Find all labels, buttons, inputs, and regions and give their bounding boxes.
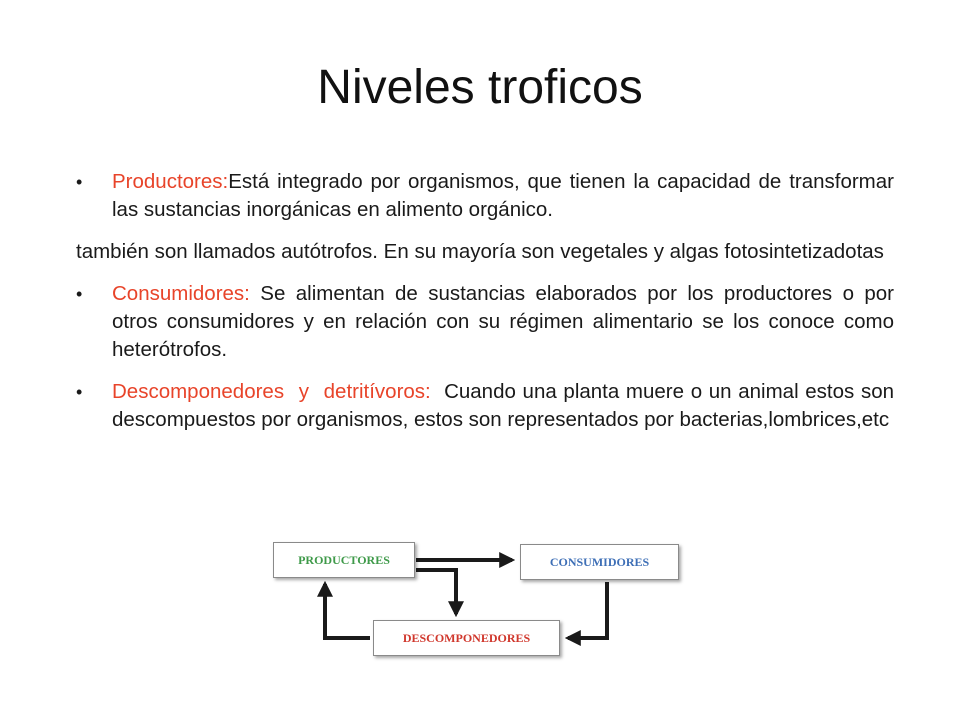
arrow-productores-to-descomponedores <box>416 570 456 614</box>
paragraph-autotrofos: también son llamados autótrofos. En su mayoría son vegetales y algas fotosintetizadotas <box>76 240 884 263</box>
arrow-descomponedores-to-productores <box>325 584 370 638</box>
slide-title: Niveles troficos <box>317 61 643 114</box>
bullet-consumidores <box>76 280 900 364</box>
bullet-dot: • <box>76 382 83 402</box>
box-descomponedores: DESCOMPONEDORES <box>373 620 560 656</box>
bullet-dot: • <box>76 284 83 304</box>
text-consumidores: Se alimentan de sustancias elaborados por los productores o por otros consumidores y en relación con su régimen alimentario se los conoce como heterótrofos. <box>112 282 900 361</box>
text-descomponedores: Cuando una planta muere o un animal estos son descompuestos por organismos, estos son representados por bacterias,lombrices,etc <box>112 380 900 431</box>
trophic-cycle-diagram <box>270 538 690 668</box>
bullet-descomponedores <box>76 378 900 434</box>
term-consumidores: Consumidores: <box>112 282 250 305</box>
box-productores: PRODUCTORES <box>273 542 415 578</box>
term-productores: Productores: <box>112 170 229 193</box>
slide-body <box>76 168 900 448</box>
bullet-dot: • <box>76 172 83 192</box>
arrow-consumidores-to-descomponedores <box>568 582 607 638</box>
bullet-productores <box>76 168 894 224</box>
text-productores: Está integrado por organismos, que tienen la capacidad de transformar las sustancias inorgánicas en alimento orgánico. <box>112 170 894 221</box>
term-descomponedores: Descomponedores y detritívoros: <box>112 380 431 403</box>
box-consumidores: CONSUMIDORES <box>520 544 679 580</box>
